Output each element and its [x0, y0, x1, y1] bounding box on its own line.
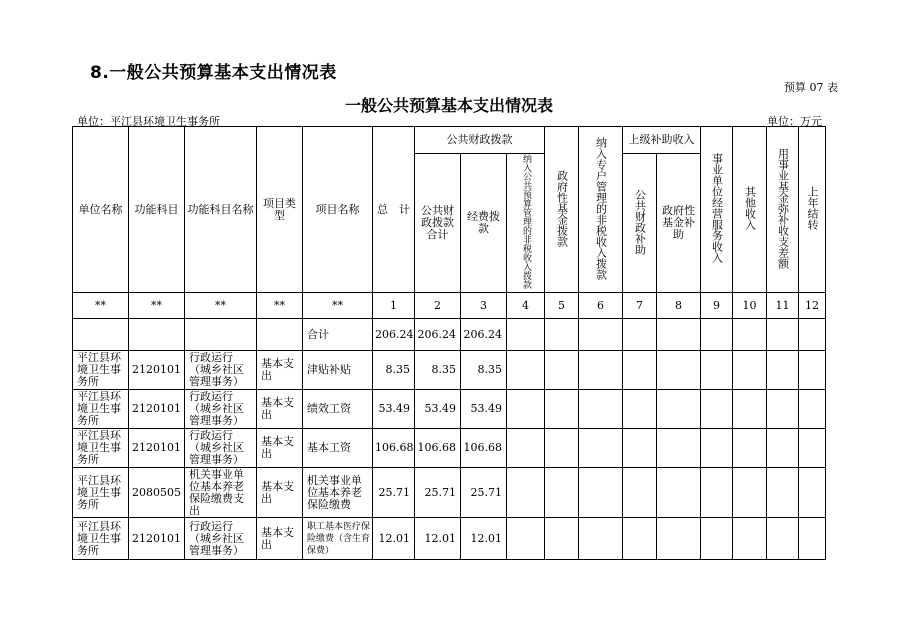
total-pf-expense: 206.24 [461, 319, 507, 351]
header-sup-fund: 政府性基金补助 [657, 154, 701, 293]
header-item-name: 项目名称 [303, 127, 373, 293]
section-heading: 8.一般公共预算基本支出情况表 [90, 63, 337, 83]
header-other-income: 其他收入 [733, 127, 767, 293]
header-total: 总 计 [373, 127, 415, 293]
table-row: 平江县环境卫生事务所 2120101 行政运行（城乡社区管理事务） 基本支出 绩效工资 53.49 53.49 53.49 [73, 390, 826, 429]
total-row [73, 319, 826, 351]
table-row: 平江县环境卫生事务所 2080505 机关事业单位基本养老保险缴费支出 基本支出 机关事业单位基本养老保险缴费 25.71 25.71 25.71 [73, 468, 826, 518]
header-item-type: 项目类型 [257, 127, 303, 293]
header-biz-income: 事业单位经营服务收入 [701, 127, 733, 293]
currency-unit-label: 单位：万元 [767, 115, 822, 128]
table-row: 平江县环境卫生事务所 2120101 行政运行（城乡社区管理事务） 基本支出 津贴补贴 8.35 8.35 8.35 [73, 351, 826, 390]
total-pf-total: 206.24 [415, 319, 461, 351]
header-superior: 上级补助收入 [623, 127, 701, 154]
header-func-name: 功能科目名称 [185, 127, 257, 293]
header-row-1 [73, 127, 826, 154]
header-func-code: 功能科目 [129, 127, 185, 293]
header-pf-expense: 经费拨款 [461, 154, 507, 293]
total-label: 合计 [303, 319, 373, 351]
index-row: ** ** ** ** ** 1 2 3 4 5 6 7 8 9 10 11 12 [73, 293, 826, 319]
header-carryover: 上年结转 [799, 127, 826, 293]
header-special-nontax: 纳入专户管理的非税收入拨款 [579, 127, 623, 293]
unit-label: 单位：平江县环境卫生事务所 [77, 115, 220, 128]
table-row: 平江县环境卫生事务所 2120101 行政运行（城乡社区管理事务） 基本支出 职工基本医疗保险缴费（含生育保费） 12.01 12.01 12.01 [73, 518, 826, 560]
header-pf-nontax: 纳入公共预算管理的非税收入拨款 [507, 154, 545, 293]
header-gov-fund: 政府性基金拨款 [545, 127, 579, 293]
table-title: 一般公共预算基本支出情况表 [344, 96, 553, 115]
table-row: 平江县环境卫生事务所 2120101 行政运行（城乡社区管理事务） 基本支出 基本工资 106.68 106.68 106.68 [73, 429, 826, 468]
header-sup-public: 公共财政补助 [623, 154, 657, 293]
header-pf-total: 公共财政拨款合计 [415, 154, 461, 293]
table-number: 预算 07 表 [784, 81, 838, 94]
header-unit-name: 单位名称 [73, 127, 129, 293]
header-biz-fund: 用事业基金弥补收支差额 [767, 127, 799, 293]
budget-table [72, 126, 826, 560]
header-public-fiscal: 公共财政拨款 [415, 127, 545, 154]
total-value: 206.24 [373, 319, 415, 351]
